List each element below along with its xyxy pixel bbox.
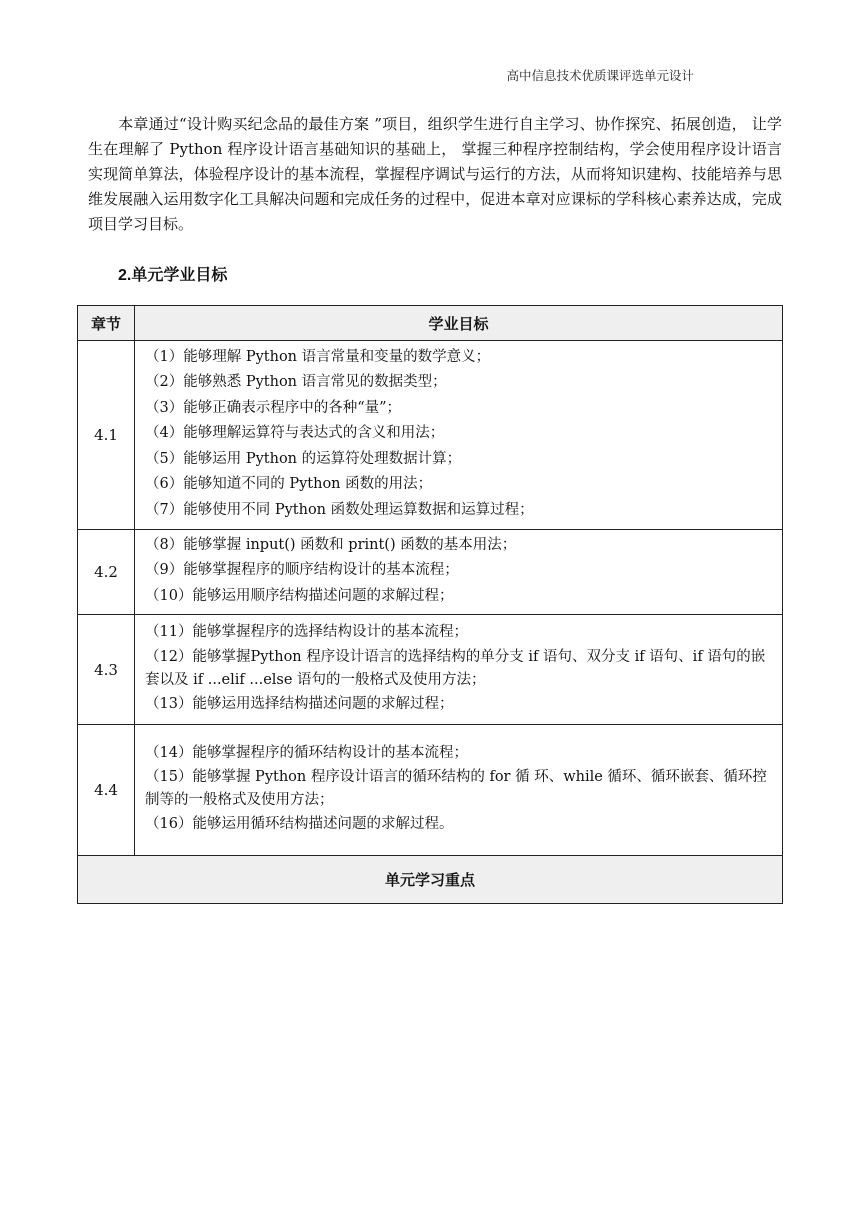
goals-cell <box>135 530 783 615</box>
goal-item: （12）能够掌握Python 程序设计语言的选择结构的单分支 if 语句、双分支 if 语句、if 语句的嵌套以及 if ...elif ...else 语句的一般格式及使用方法； <box>145 648 766 688</box>
goal-item: （7）能够使用不同 Python 函数处理运算数据和运算过程； <box>145 501 534 518</box>
table-row <box>78 725 783 856</box>
goal-item: （11）能够掌握程序的选择结构设计的基本流程； <box>145 624 468 640</box>
goals-cell <box>135 615 783 725</box>
table-row <box>78 341 783 530</box>
table-row <box>78 615 783 725</box>
intro-text: 本章通过“设计购买纪念品的最佳方案 ”项目，组织学生进行自主学习、协作探究、拓展创造， 让学生在理解了 Python 程序设计语言基础知识的基础上， 掌握三种程序控制结构，学会使用程序设计语言实现简单算法，体验程序设计的基本流程，掌握程序调试与运行的方法，从而将知识建构、技能培养与思维发展融入运用数字化工具解决问题和完成任务的过程中，促进本章对应课标的学科核心素养达成，完成项目学习目标。 <box>88 115 782 233</box>
table-header-row <box>78 306 783 341</box>
section-heading: 2.单元学业目标 <box>118 267 228 284</box>
goal-item: （3）能够正确表示程序中的各种“量”； <box>145 399 402 416</box>
table-row <box>78 530 783 615</box>
goal-item: （9）能够掌握程序的顺序结构设计的基本流程； <box>145 562 459 579</box>
goals-table <box>77 305 783 904</box>
goal-item: （6）能够知道不同的 Python 函数的用法； <box>145 476 433 493</box>
goals-cell <box>135 341 783 530</box>
header-goals: 学业目标 <box>135 306 783 341</box>
goal-item: （10）能够运用顺序结构描述问题的求解过程； <box>145 587 454 604</box>
goal-item: （4）能够理解运算符与表达式的含义和用法； <box>145 425 445 442</box>
unit-focus-heading: 单元学习重点 <box>78 856 783 904</box>
goals-cell <box>135 725 783 856</box>
goal-item: （14）能够掌握程序的循环结构设计的基本流程； <box>145 744 468 761</box>
goal-item: （1）能够理解 Python 语言常量和变量的数学意义； <box>145 348 491 365</box>
chapter-cell: 4.4 <box>78 725 135 856</box>
goal-item: （2）能够熟悉 Python 语言常见的数据类型； <box>145 374 447 391</box>
header-chapter: 章节 <box>78 306 135 341</box>
chapter-cell: 4.2 <box>78 530 135 615</box>
goal-item: （13）能够运用选择结构描述问题的求解过程； <box>145 695 454 712</box>
table-footer-row <box>78 856 783 904</box>
intro-paragraph <box>88 112 782 237</box>
goal-item: （16）能够运用循环结构描述问题的求解过程。 <box>145 816 454 832</box>
goal-item: （15）能够掌握 Python 程序设计语言的循环结构的 for 循 环、while 循环、循环嵌套、循环控制等的一般格式及使用方法； <box>145 769 767 808</box>
chapter-cell: 4.1 <box>78 341 135 530</box>
goal-item: （5）能够运用 Python 的运算符处理数据计算； <box>145 450 462 467</box>
chapter-cell: 4.3 <box>78 615 135 725</box>
page-header: 高中信息技术优质课评选单元设计 <box>506 68 694 83</box>
goal-item: （8）能够掌握 input() 函数和 print() 函数的基本用法； <box>145 536 517 553</box>
